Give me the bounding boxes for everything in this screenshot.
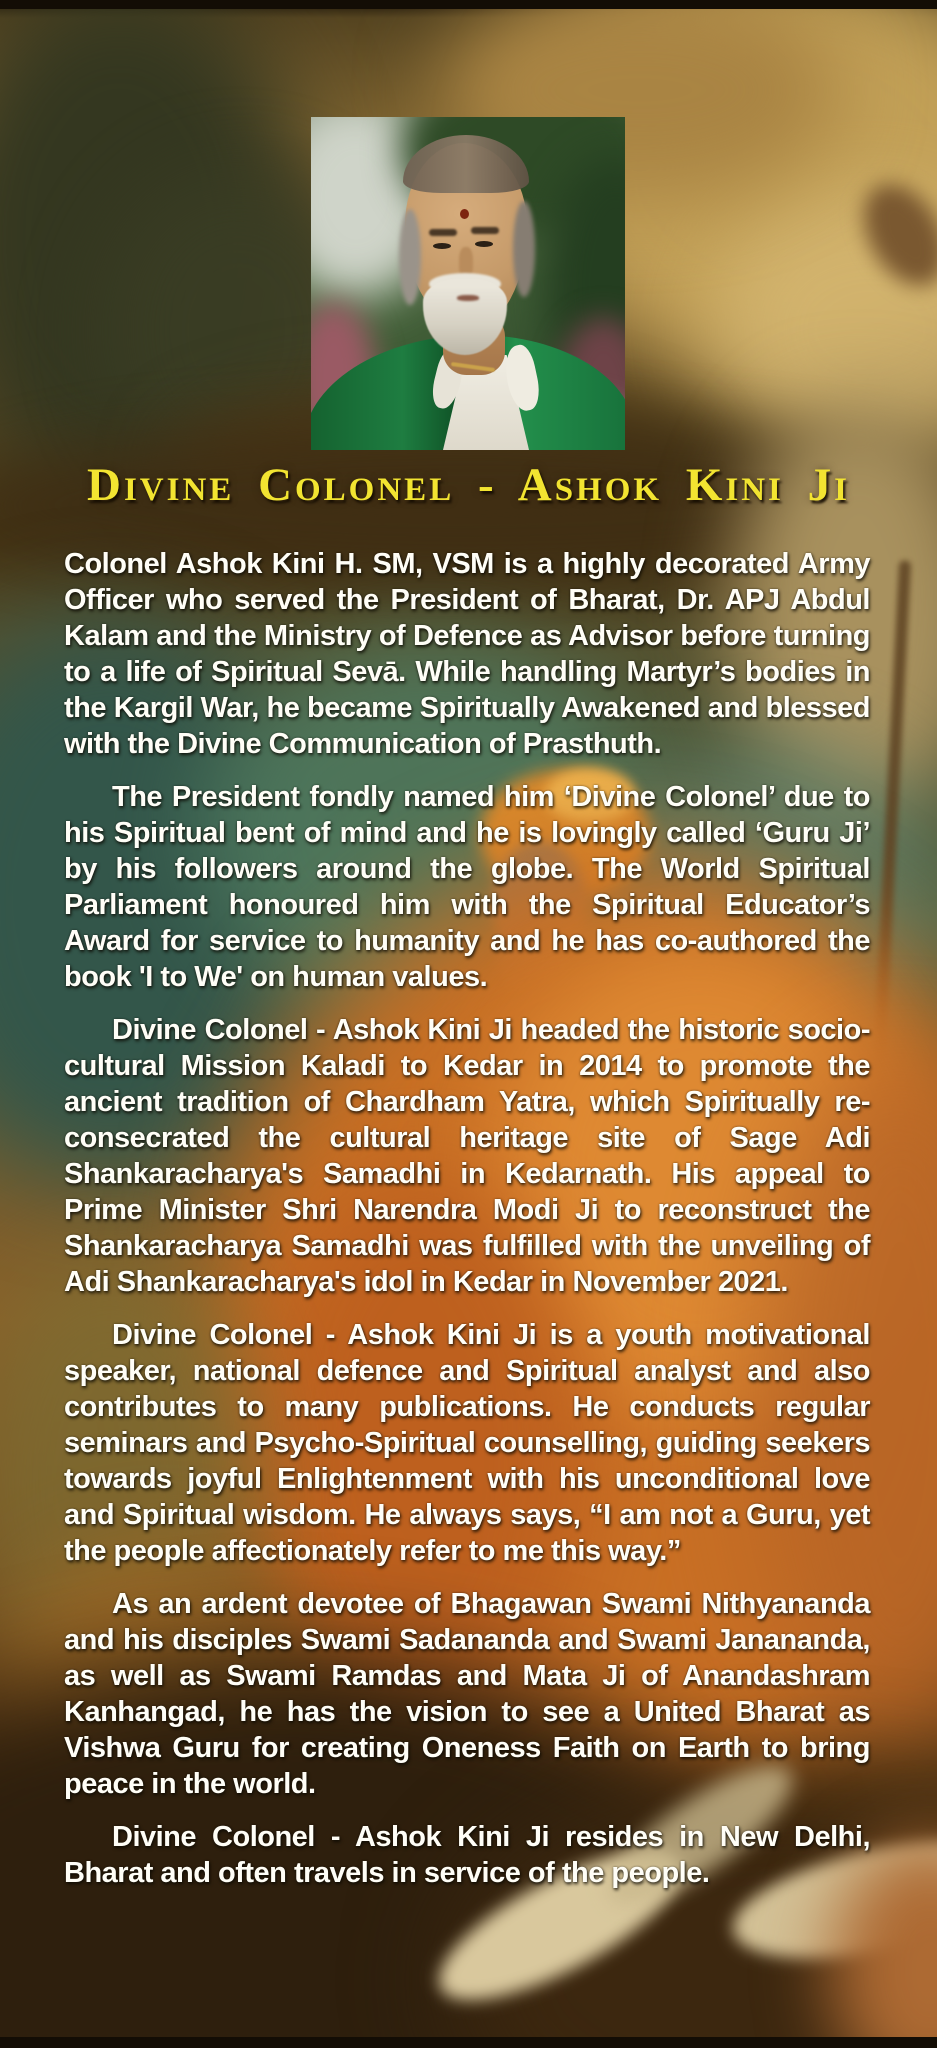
top-border-band: [0, 0, 937, 9]
bio-paragraph-3: Divine Colonel - Ashok Kini Ji headed the historic socio-cultural Mission Kaladi to Kedar in 2014 to promote the ancient tradition of Chardham Yatra, which Spiritually re-consecrated the cultural heritage site of Sage Adi Shankaracharya's Samadhi in Kedarnath. His appeal to Prime Minister Shri Narendra Modi Ji to reconstruct the Shankaracharya Samadhi was fulfilled with the unveiling of Adi Shankaracharya's idol in Kedar in November 2021.: [64, 1014, 870, 1298]
bio-paragraph-1: Colonel Ashok Kini H. SM, VSM is a highly decorated Army Officer who served the President of Bharat, Dr. APJ Abdul Kalam and the Ministry of Defence as Advisor before turning to a life of Spiritual Sevā. While handling Martyr’s bodies in the Kargil War, he became Spiritually Awakened and blessed with the Divine Communication of Prasthuth.: [64, 548, 870, 760]
bottom-border-band: [0, 2037, 937, 2048]
photo-eye: [433, 243, 451, 249]
photo-hair-side: [513, 201, 535, 297]
bio-paragraph-5: As an ardent devotee of Bhagawan Swami Nithyananda and his disciples Swami Sadananda and Swami Janananda, as well as Swami Ramdas and Mata Ji of Anandashram Kanhangad, he has the vision to see a United Bharat as Vishwa Guru for creating Oneness Faith on Earth to bring peace in the world.: [64, 1588, 870, 1800]
bio-paragraph-2: The President fondly named him ‘Divine Colonel’ due to his Spiritual bent of mind and he is lovingly called ‘Guru Ji’ by his followers around the globe. The World Spiritual Parliament honoured him with the Spiritual Educator’s Award for service to humanity and he has co-authored the book 'I to We' on human values.: [64, 781, 870, 993]
photo-bindi: [460, 209, 469, 219]
photo-eye: [475, 241, 493, 247]
bio-paragraph-4: Divine Colonel - Ashok Kini Ji is a youth motivational speaker, national defence and Spiritual analyst and also contributes to many publications. He conducts regular seminars and Psycho-Spiritual counselling, guiding seekers towards joyful Enlightenment with his unconditional love and Spiritual wisdom. He always says, “I am not a Guru, yet the people affectionately refer to me this way.”: [64, 1319, 870, 1567]
bio-text: [64, 546, 870, 1908]
portrait-photo: [311, 117, 625, 450]
photo-eyebrow: [471, 227, 499, 234]
photo-hair-side: [399, 209, 421, 305]
photo-mouth: [457, 295, 479, 301]
bio-paragraph-6: Divine Colonel - Ashok Kini Ji resides in New Delhi, Bharat and often travels in service of the people.: [64, 1821, 870, 1889]
photo-eyebrow: [429, 229, 457, 236]
page-title: Divine Colonel - Ashok Kini Ji: [87, 459, 850, 511]
